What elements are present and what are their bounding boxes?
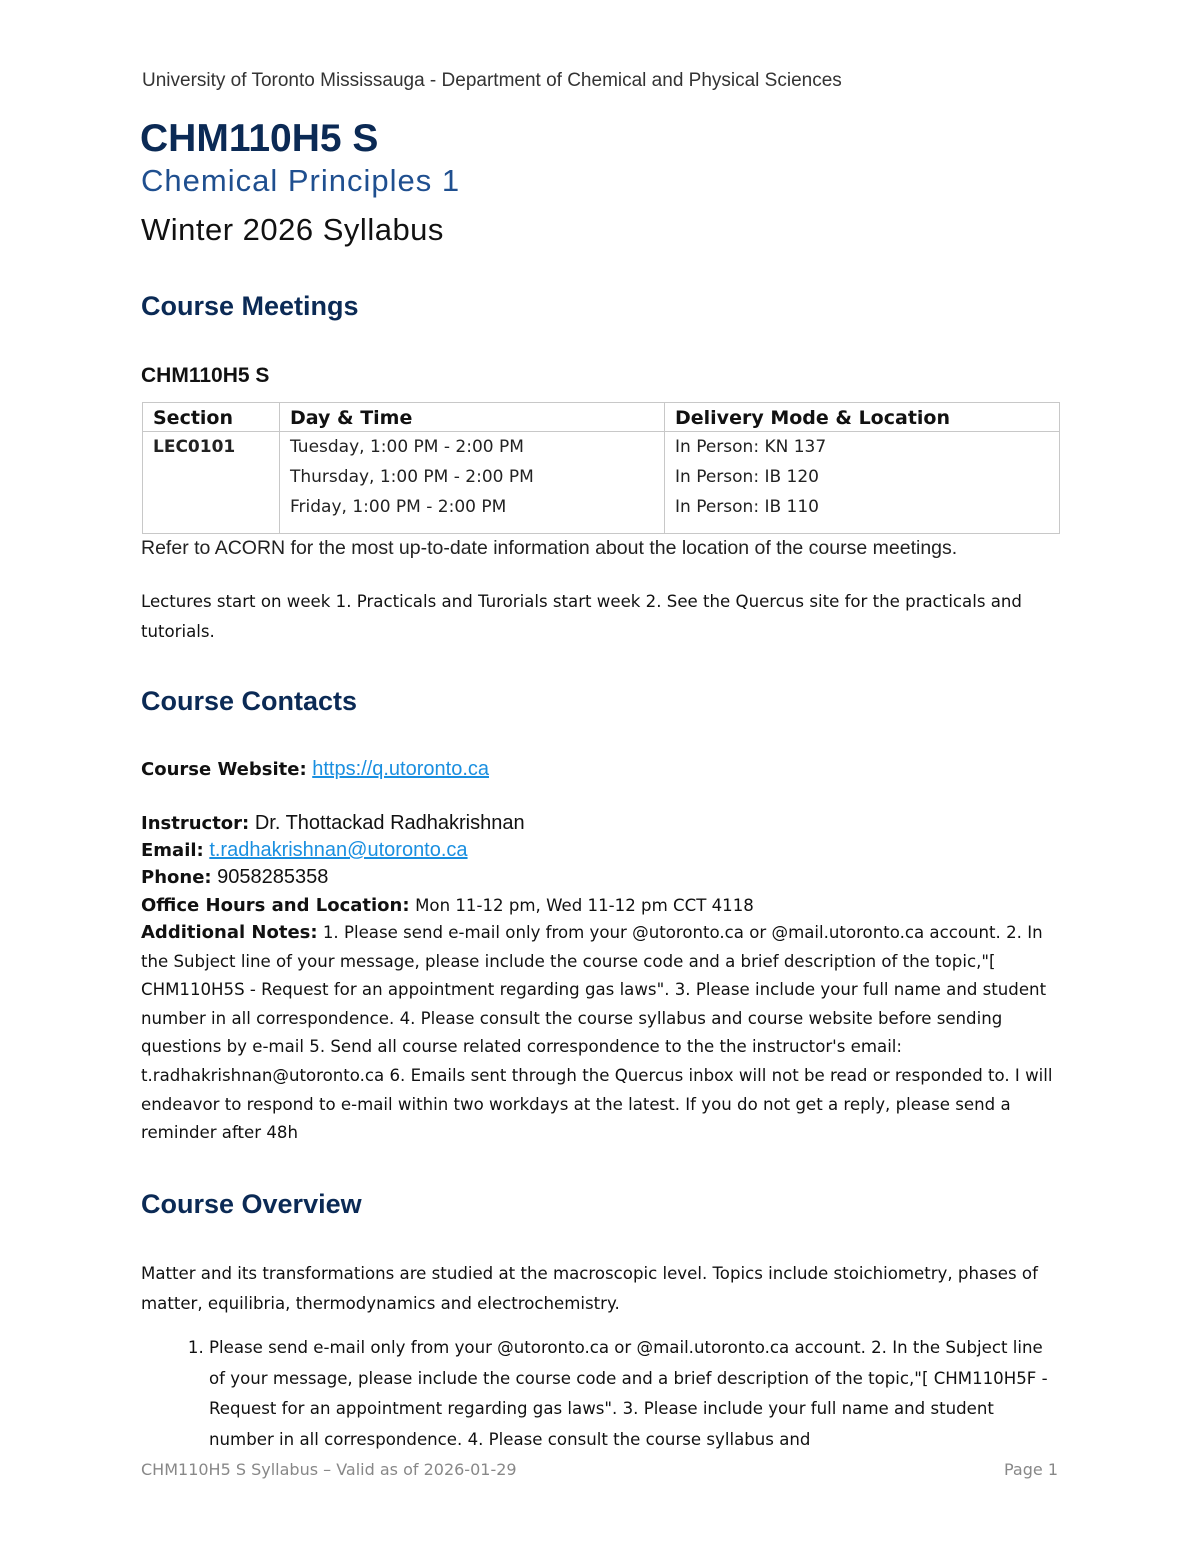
meeting-location: In Person: KN 137 [675,437,827,457]
footer-validity: CHM110H5 S Syllabus – Valid as of 2026-01-29 [141,1460,517,1479]
meetings-table-header-row [143,403,1060,432]
section-cell [143,432,280,534]
course-overview-heading: Course Overview [141,1189,362,1219]
overview-numbered-list [141,1333,1061,1455]
acorn-refer-note: Refer to ACORN for the most up-to-date information about the location of the course meetings. [141,537,958,559]
section-code: LEC0101 [153,437,236,457]
course-website-line [141,755,489,784]
phone-line [141,863,328,892]
meeting-location: In Person: IB 120 [675,467,819,487]
table-row [143,432,1060,534]
lecture-start-note: Lectures start on week 1. Practicals and Turorials start week 2. See the Quercus site for the practicals and tutorials. [141,592,1022,641]
meeting-time: Thursday, 1:00 PM - 2:00 PM [290,467,534,487]
day-time-cell [280,432,665,534]
instructor-name: Dr. Thottackad Radhakrishnan [254,812,525,834]
course-contacts-heading: Course Contacts [141,686,358,716]
course-name-subtitle: Chemical Principles 1 [141,163,461,198]
column-header-day-time: Day & Time [280,403,665,432]
office-hours-line [141,891,754,920]
office-hours-label: Office Hours and Location: [141,895,410,916]
instructor-email-link[interactable]: t.radhakrishnan@utoronto.ca [209,839,468,861]
footer-page-number: Page 1 [1004,1460,1058,1479]
meeting-time: Tuesday, 1:00 PM - 2:00 PM [290,437,524,457]
course-overview-description: Matter and its transformations are studied at the macroscopic level. Topics include stoichiometry, phases of matter, equilibria, thermodynamics and electrochemistry. [141,1264,1038,1313]
course-website-label: Course Website: [141,759,307,780]
email-line [141,836,468,865]
meeting-time: Friday, 1:00 PM - 2:00 PM [290,497,507,517]
office-hours-value: Mon 11-12 pm, Wed 11-12 pm CCT 4118 [415,896,754,915]
phone-number: 9058285358 [217,866,329,888]
meetings-course-subheading: CHM110H5 S [141,364,270,387]
course-website-link[interactable]: https://q.utoronto.ca [312,758,489,780]
term-syllabus-line: Winter 2026 Syllabus [141,212,444,247]
instructor-label: Instructor: [141,813,250,834]
location-cell [665,432,1060,534]
column-header-section: Section [143,403,280,432]
institution-header: University of Toronto Mississauga - Department of Chemical and Physical Sciences [142,70,842,91]
meetings-table [142,402,1060,534]
additional-notes-text: 1. Please send e-mail only from your @utoronto.ca or @mail.utoronto.ca account. 2. In the Subject line of your message, please include the course code and a brief description of the topic,"[ CHM110H5S - Request for an appointment regarding gas laws". 3. Please include your full name and student number in all correspondence. 4. Please consult the course syllabus and course website before sending questions by e-mail 5. Send all course related correspondence to the the instructor's email: t.radhakrishnan@utoronto.ca 6. Emails sent through the Quercus inbox will not be read or responded to. I will endeavor to respond to e-mail within two workdays at the latest. If you do not get a reply, please send a reminder after 48h [141,923,1053,1143]
course-meetings-heading: Course Meetings [141,291,359,321]
meeting-location: In Person: IB 110 [675,497,819,517]
instructor-line [141,809,525,838]
list-item: 1. Please send e-mail only from your @utoronto.ca or @mail.utoronto.ca account. 2. In the Subject line of your message, please include the course code and a brief description of the topic,"[ CHM110H5F - Request for an appointment regarding gas laws". 3. Please include your full name and student number in all correspondence. 4. Please consult the course syllabus and [209,1333,1061,1455]
email-label: Email: [141,840,204,861]
column-header-delivery-location: Delivery Mode & Location [665,403,1060,432]
additional-notes-label: Additional Notes: [141,922,318,943]
additional-notes [141,919,1061,1148]
phone-label: Phone: [141,867,212,888]
course-code-title: CHM110H5 S [140,117,379,160]
